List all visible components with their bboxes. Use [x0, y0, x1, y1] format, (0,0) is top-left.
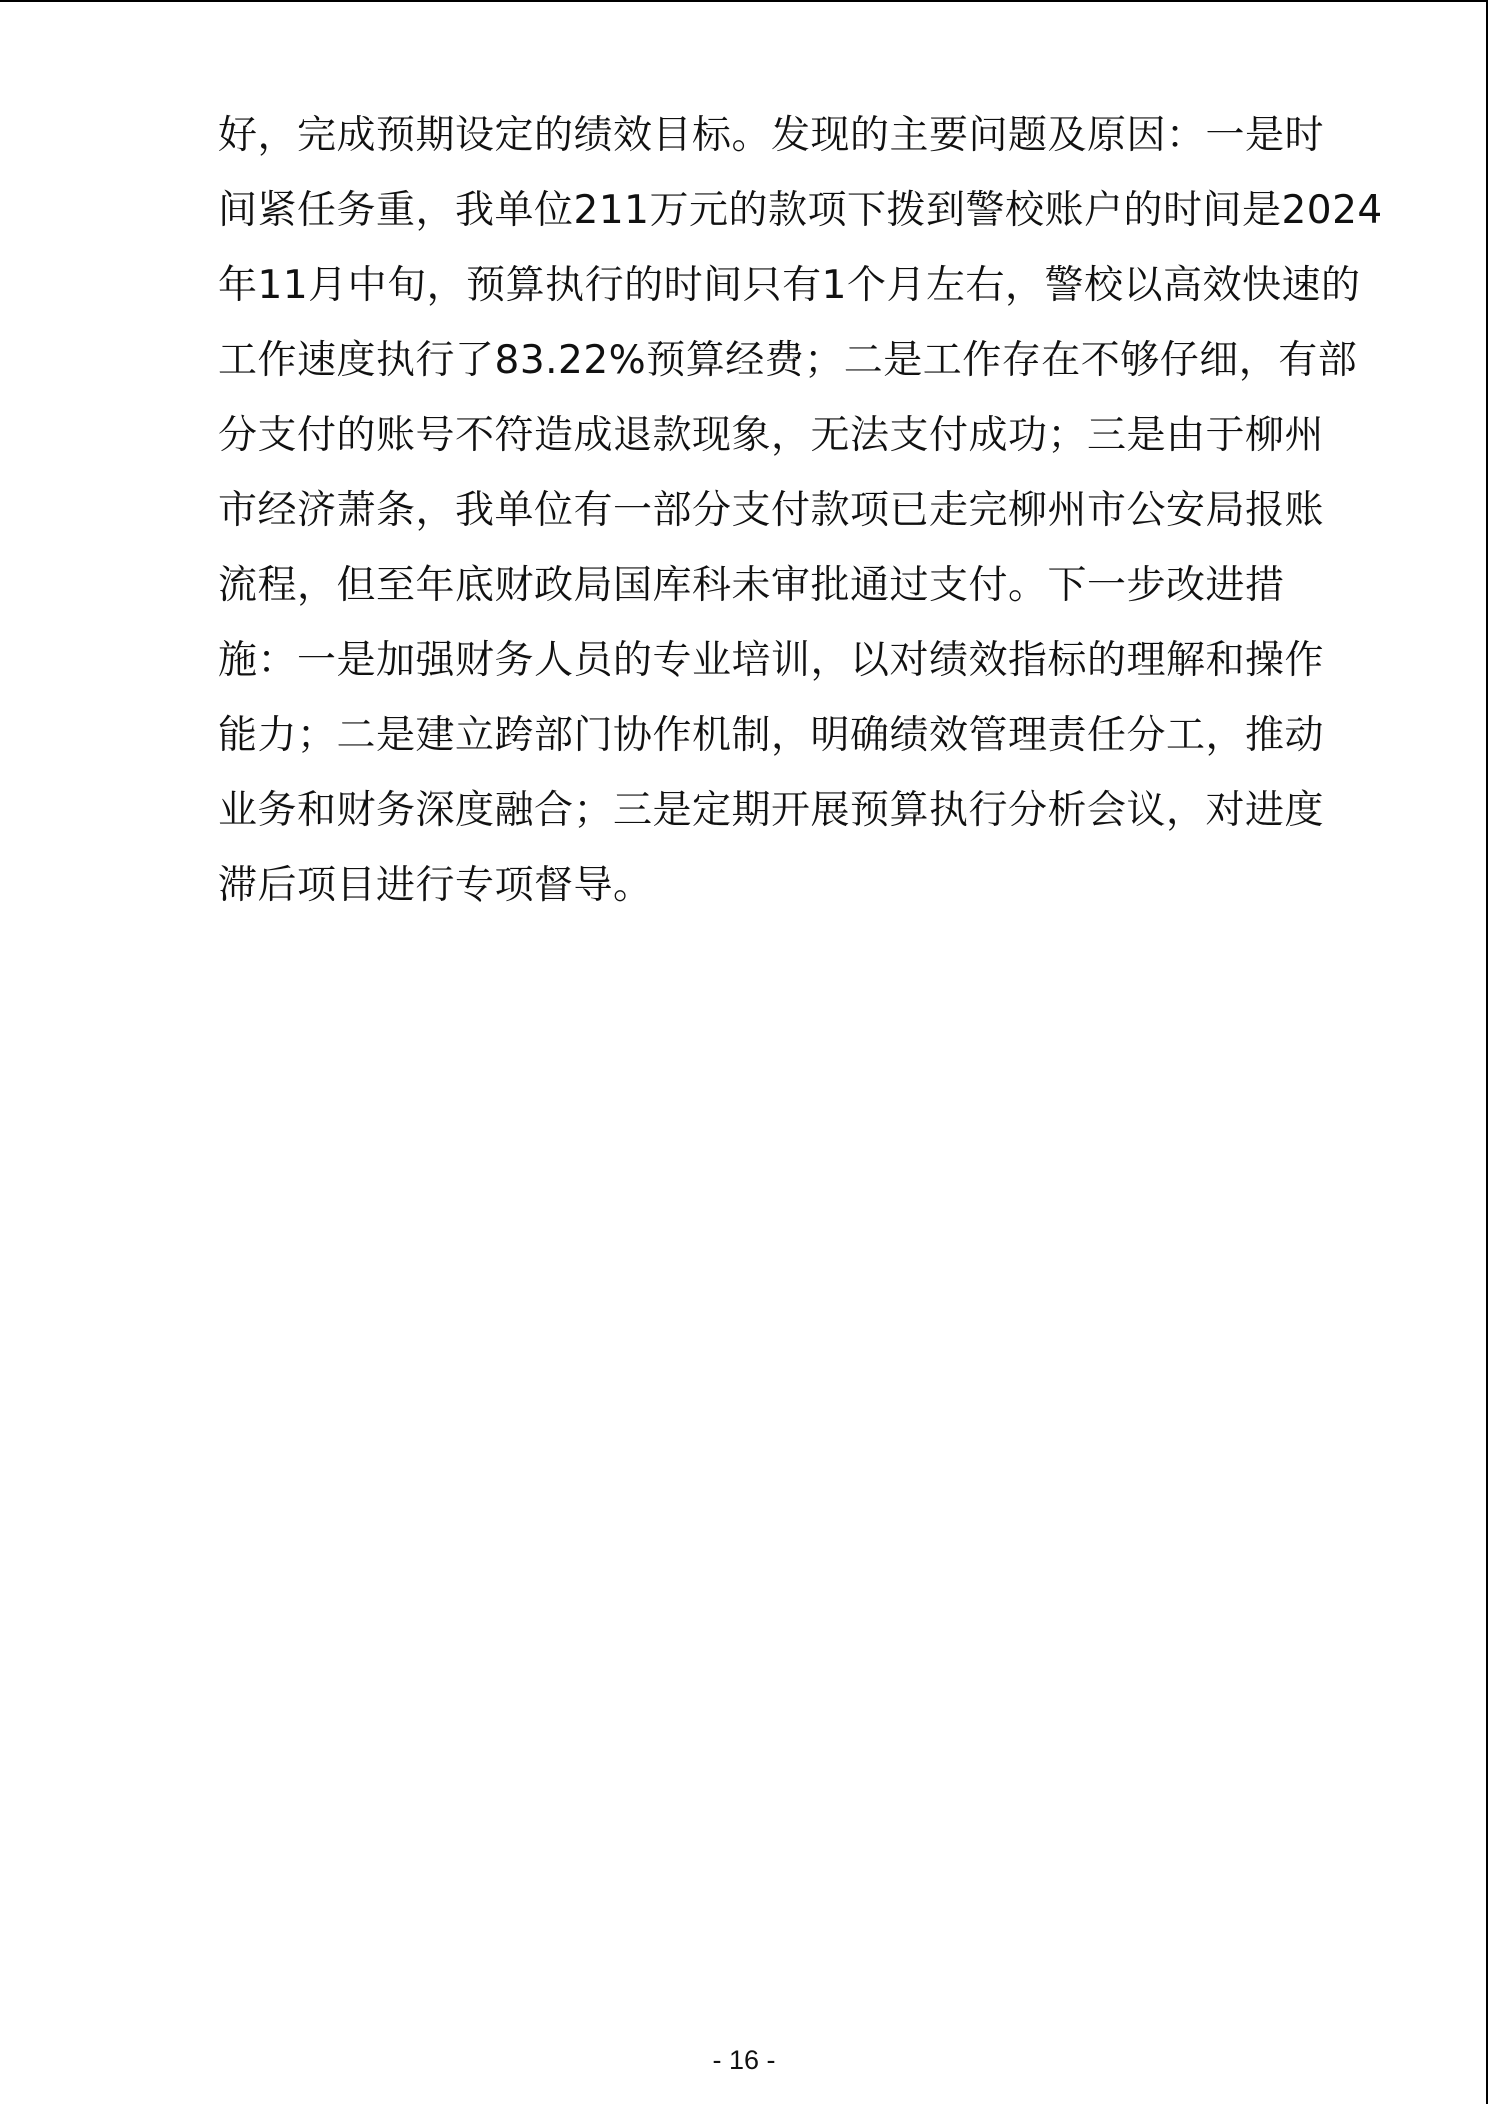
paragraph-line: 年11月中旬，预算执行的时间只有1个月左右，警校以高效快速的 [218, 263, 1361, 308]
paragraph-line: 能力；二是建立跨部门协作机制，明确绩效管理责任分工，推动 [218, 713, 1325, 758]
paragraph-line: 分支付的账号不符造成退款现象，无法支付成功；三是由于柳州 [218, 413, 1325, 458]
body-paragraph [218, 98, 1383, 923]
paragraph-line: 市经济萧条，我单位有一部分支付款项已走完柳州市公安局报账 [218, 488, 1325, 533]
paragraph-line: 好，完成预期设定的绩效目标。发现的主要问题及原因：一是时 [218, 113, 1325, 158]
paragraph-line: 间紧任务重，我单位211万元的款项下拨到警校账户的时间是2024 [218, 188, 1383, 233]
paragraph-line: 业务和财务深度融合；三是定期开展预算执行分析会议，对进度 [218, 788, 1325, 833]
paragraph-line: 施：一是加强财务人员的专业培训，以对绩效指标的理解和操作 [218, 638, 1325, 683]
paragraph-line: 滞后项目进行专项督导。 [218, 863, 653, 908]
paragraph-line: 工作速度执行了83.22%预算经费；二是工作存在不够仔细，有部 [218, 338, 1358, 383]
paragraph-line: 流程，但至年底财政局国库科未审批通过支付。下一步改进措 [218, 563, 1285, 608]
page-number: - 16 - [712, 2045, 776, 2075]
